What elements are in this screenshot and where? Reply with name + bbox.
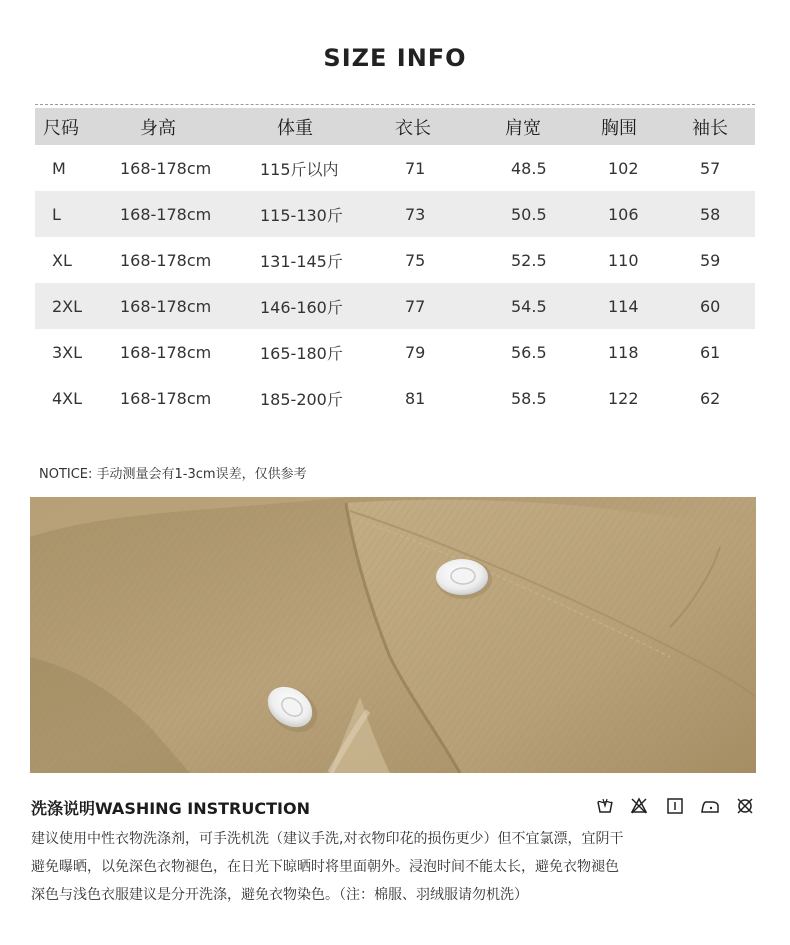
table-cell: 110	[608, 250, 639, 270]
fabric-photo-drawing	[30, 497, 756, 773]
table-cell: 61	[700, 342, 721, 362]
no-dry-clean-icon	[736, 797, 754, 815]
table-cell: 73	[405, 204, 426, 224]
table-cell: 50.5	[511, 204, 547, 224]
table-cell: 168-178cm	[120, 250, 212, 270]
table-cell: XL	[52, 250, 72, 270]
table-cell: 2XL	[52, 296, 83, 316]
notice-text: NOTICE: 手动测量会有1-3cm误差，仅供参考	[39, 467, 307, 482]
table-cell: 60	[700, 296, 721, 316]
table-cell: 122	[608, 388, 639, 408]
table-row	[35, 375, 755, 421]
table-cell: 168-178cm	[120, 158, 212, 178]
table-cell: 75	[405, 250, 426, 270]
header-cell: 尺码	[43, 117, 79, 139]
table-header-row	[35, 108, 755, 145]
table-cell: 4XL	[52, 388, 83, 408]
size-table	[35, 108, 755, 421]
table-cell: 52.5	[511, 250, 547, 270]
table-cell: L	[52, 204, 61, 224]
table-cell: 115斤以内	[260, 159, 339, 179]
table-cell: 168-178cm	[120, 388, 212, 408]
table-cell: 3XL	[52, 342, 83, 362]
hand-wash-icon	[596, 797, 614, 815]
table-cell: 168-178cm	[120, 204, 212, 224]
table-row	[35, 237, 755, 283]
header-cell: 袖长	[692, 117, 728, 139]
header-cell: 胸围	[601, 117, 637, 139]
table-cell: 77	[405, 296, 426, 316]
table-cell: 146-160斤	[260, 297, 343, 317]
table-cell: 56.5	[511, 342, 547, 362]
washing-title: 洗涤说明WASHING INSTRUCTION	[31, 799, 310, 818]
washing-text-line: 深色与浅色衣服建议是分开洗涤，避免衣物染色。（注：棉服、羽绒服请勿机洗）	[31, 887, 528, 903]
table-cell: 54.5	[511, 296, 547, 316]
care-icons	[594, 797, 756, 817]
table-cell: 57	[700, 158, 721, 178]
table-cell: 48.5	[511, 158, 547, 178]
table-cell: 102	[608, 158, 639, 178]
table-cell: M	[52, 158, 66, 178]
no-bleach-icon	[630, 797, 648, 815]
table-cell: 168-178cm	[120, 296, 212, 316]
table-cell: 168-178cm	[120, 342, 212, 362]
table-cell: 106	[608, 204, 639, 224]
table-cell: 58	[700, 204, 721, 224]
table-cell: 185-200斤	[260, 389, 343, 409]
table-cell: 81	[405, 388, 426, 408]
table-cell: 114	[608, 296, 639, 316]
table-cell: 59	[700, 250, 721, 270]
table-row	[35, 145, 755, 191]
table-cell: 131-145斤	[260, 251, 343, 271]
table-row	[35, 283, 755, 329]
washing-text-line: 避免曝晒，以免深色衣物褪色，在日光下晾晒时将里面朝外。浸泡时间不能太长，避免衣物褪色	[31, 859, 619, 875]
table-cell: 165-180斤	[260, 343, 343, 363]
page-title: SIZE INFO	[323, 44, 467, 72]
table-cell: 62	[700, 388, 721, 408]
table-cell: 71	[405, 158, 426, 178]
header-cell: 衣长	[395, 117, 431, 139]
header-cell: 身高	[140, 117, 176, 139]
table-cell: 115-130斤	[260, 205, 343, 225]
washing-text-line: 建议使用中性衣物洗涤剂，可手洗机洗（建议手洗,对衣物印花的损伤更少）但不宜氯漂，宜阴干	[31, 831, 624, 847]
dry-icon	[666, 797, 684, 815]
table-cell: 79	[405, 342, 426, 362]
divider	[35, 104, 755, 105]
table-cell: 58.5	[511, 388, 547, 408]
table-row	[35, 191, 755, 237]
table-cell: 118	[608, 342, 639, 362]
iron-icon	[700, 797, 720, 815]
table-row	[35, 329, 755, 375]
header-cell: 肩宽	[505, 117, 541, 139]
fabric-detail-photo	[30, 497, 756, 773]
header-cell: 体重	[277, 117, 313, 139]
